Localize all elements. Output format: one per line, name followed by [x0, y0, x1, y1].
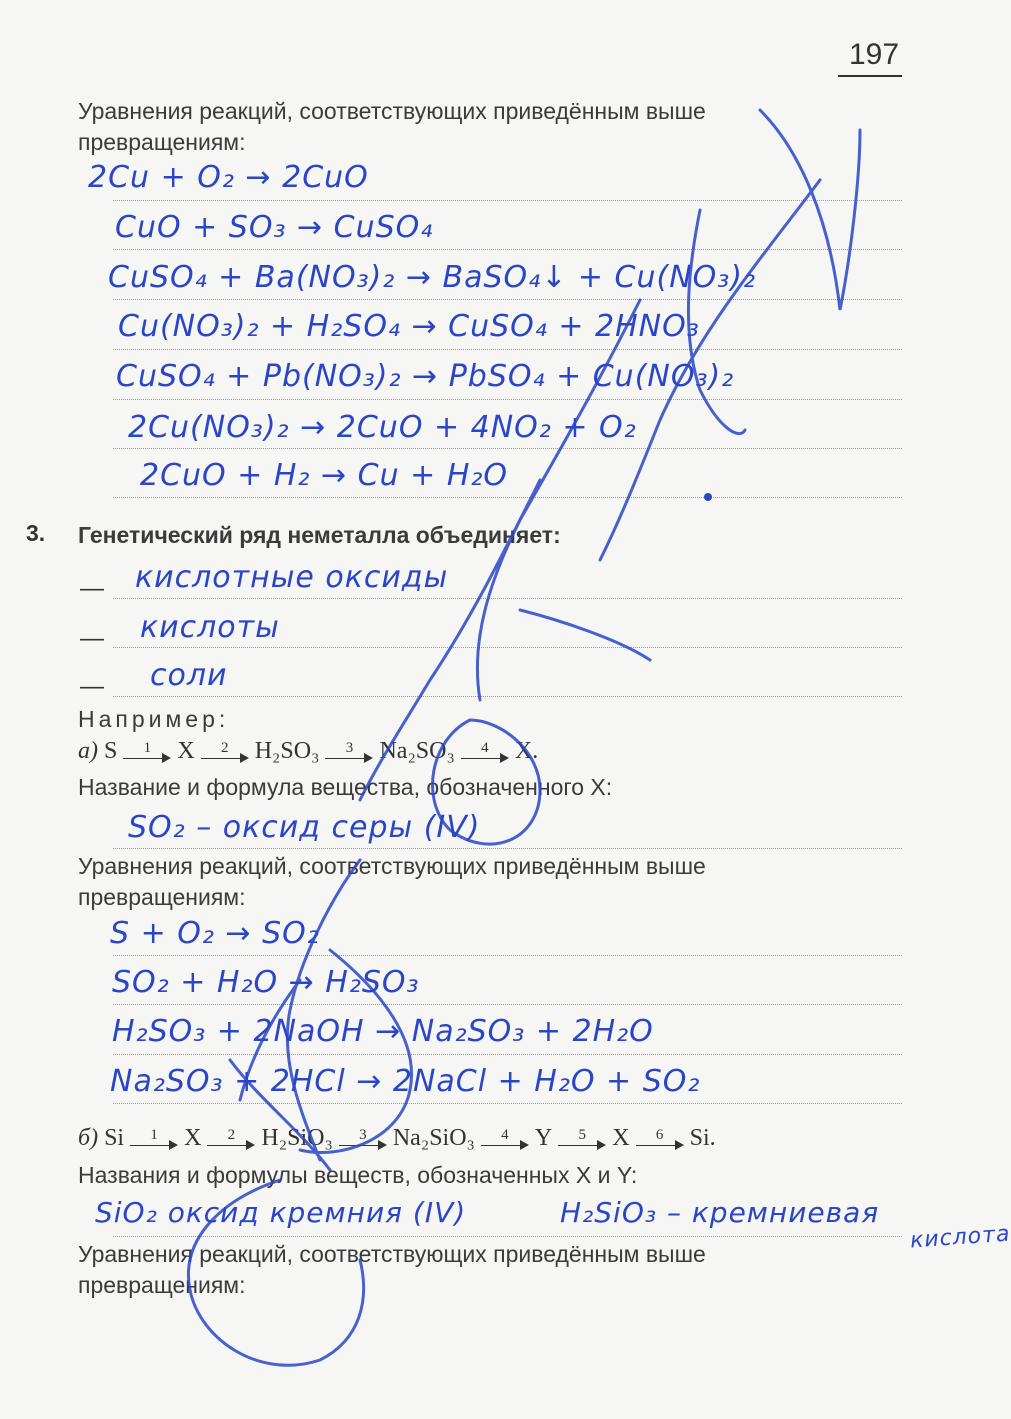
answer-line: [113, 200, 902, 201]
handwritten-answer: SiO₂ оксид кремния (IV): [95, 1196, 467, 1229]
example-label: Например:: [78, 706, 230, 732]
answer-line: [113, 955, 902, 956]
equations-heading-line1: Уравнения реакций, соответствующих приведённым выше: [78, 98, 706, 124]
scheme-substance: H₂SiO₃: [261, 1125, 333, 1151]
answer-line: [113, 497, 902, 498]
step-number: 3: [345, 740, 354, 756]
list-dash: —: [80, 673, 104, 700]
answer-line: [113, 349, 902, 350]
step-number: 4: [501, 1127, 509, 1143]
task-number: 3.: [26, 520, 46, 546]
scheme-substance: Na₂SiO₃: [392, 1125, 475, 1151]
step-number: 1: [143, 740, 152, 756]
transformation-scheme-a: [78, 738, 538, 765]
scheme-prefix: б): [78, 1125, 99, 1151]
answer-line: [113, 598, 902, 599]
handwritten-equation: S + O₂ → SO₂: [110, 916, 320, 951]
answer-line: [113, 399, 902, 400]
handwritten-answer: H₂SiO₃ – кремниевая: [560, 1196, 880, 1229]
scheme-substance: Y: [534, 1125, 553, 1151]
page-number: 197: [848, 38, 900, 71]
handwritten-equation: SO₂ + H₂O → H₂SO₃: [112, 965, 420, 1000]
answer-line: [113, 249, 902, 250]
answer-line: [113, 448, 902, 449]
scheme-substance: H₂SO₃: [254, 738, 320, 764]
answer-line: [113, 647, 902, 648]
step-number: 3: [359, 1127, 367, 1143]
step-number: 2: [220, 740, 229, 756]
answer-line: [113, 1236, 902, 1237]
handwritten-answer: кислоты: [140, 610, 280, 645]
scribble-stroke: [520, 610, 650, 660]
answer-line: [113, 1054, 902, 1055]
answer-line: [113, 1103, 902, 1104]
step-number: 6: [655, 1127, 664, 1143]
scheme-substance: X: [612, 1125, 630, 1151]
scheme-substance: X: [177, 738, 195, 764]
handwritten-answer: кислота: [909, 1221, 1011, 1254]
handwritten-equation: H₂SO₃ + 2NaOH → Na₂SO₃ + 2H₂O: [112, 1014, 654, 1049]
scheme-substance: S: [104, 738, 118, 764]
handwritten-equation: 2Cu(NO₃)₂ → 2CuO + 4NO₂ + O₂: [128, 410, 637, 445]
scribble-stroke: [760, 110, 860, 310]
answer-line: [113, 848, 902, 849]
scheme-substance: X: [184, 1125, 202, 1151]
equations-heading-a-line1: Уравнения реакций, соответствующих приведённым выше: [78, 853, 706, 879]
name-prompt-b: Названия и формулы веществ, обозначенных X и Y:: [78, 1162, 638, 1188]
handwritten-equation: Na₂SO₃ + 2HCl → 2NaCl + H₂O + SO₂: [110, 1064, 701, 1099]
handwritten-equation: Cu(NO₃)₂ + H₂SO₄ → CuSO₄ + 2HNO₃: [118, 309, 700, 344]
scheme-substance: Na₂SO₃: [379, 738, 455, 764]
step-number: 2: [227, 1127, 236, 1143]
step-number: 4: [481, 740, 489, 756]
handwritten-answer: соли: [150, 658, 228, 693]
equations-heading-b-line2: превращениям:: [78, 1272, 246, 1298]
equations-heading-line2: превращениям:: [78, 129, 246, 155]
answer-line: [113, 299, 902, 300]
transformation-scheme-b: [78, 1125, 716, 1152]
scheme-substance: Si.: [689, 1125, 716, 1151]
page-number-underline: [838, 75, 902, 77]
equations-heading-b-line1: Уравнения реакций, соответствующих приведённым выше: [78, 1241, 706, 1267]
name-prompt-a: Название и формула вещества, обозначенного X:: [78, 774, 613, 800]
list-dash: —: [80, 575, 104, 602]
step-number: 1: [150, 1127, 158, 1143]
equations-heading-a-line2: превращениям:: [78, 884, 246, 910]
step-number: 5: [578, 1127, 587, 1143]
task-title: Генетический ряд неметалла объединяет:: [78, 522, 561, 548]
handwritten-answer: кислотные оксиды: [135, 560, 449, 595]
answer-line: [113, 696, 902, 697]
handwritten-answer: SO₂ – оксид серы (IV): [128, 810, 481, 845]
handwritten-equation: CuO + SO₃ → CuSO₄: [115, 210, 434, 245]
handwritten-equation: CuSO₄ + Ba(NO₃)₂ → BaSO₄↓ + Cu(NO₃)₂: [108, 260, 757, 295]
scheme-substance: Si: [104, 1125, 125, 1151]
scheme-substance: X.: [514, 738, 539, 764]
list-dash: —: [80, 625, 104, 652]
handwritten-equation: 2Cu + O₂ → 2CuO: [88, 160, 369, 195]
scribble-stroke: [287, 860, 360, 1160]
handwritten-equation: 2CuO + H₂ → Cu + H₂O: [140, 458, 509, 493]
handwritten-equation: CuSO₄ + Pb(NO₃)₂ → PbSO₄ + Cu(NO₃)₂: [116, 359, 735, 394]
answer-line: [113, 1004, 902, 1005]
scheme-prefix: а): [78, 738, 98, 764]
